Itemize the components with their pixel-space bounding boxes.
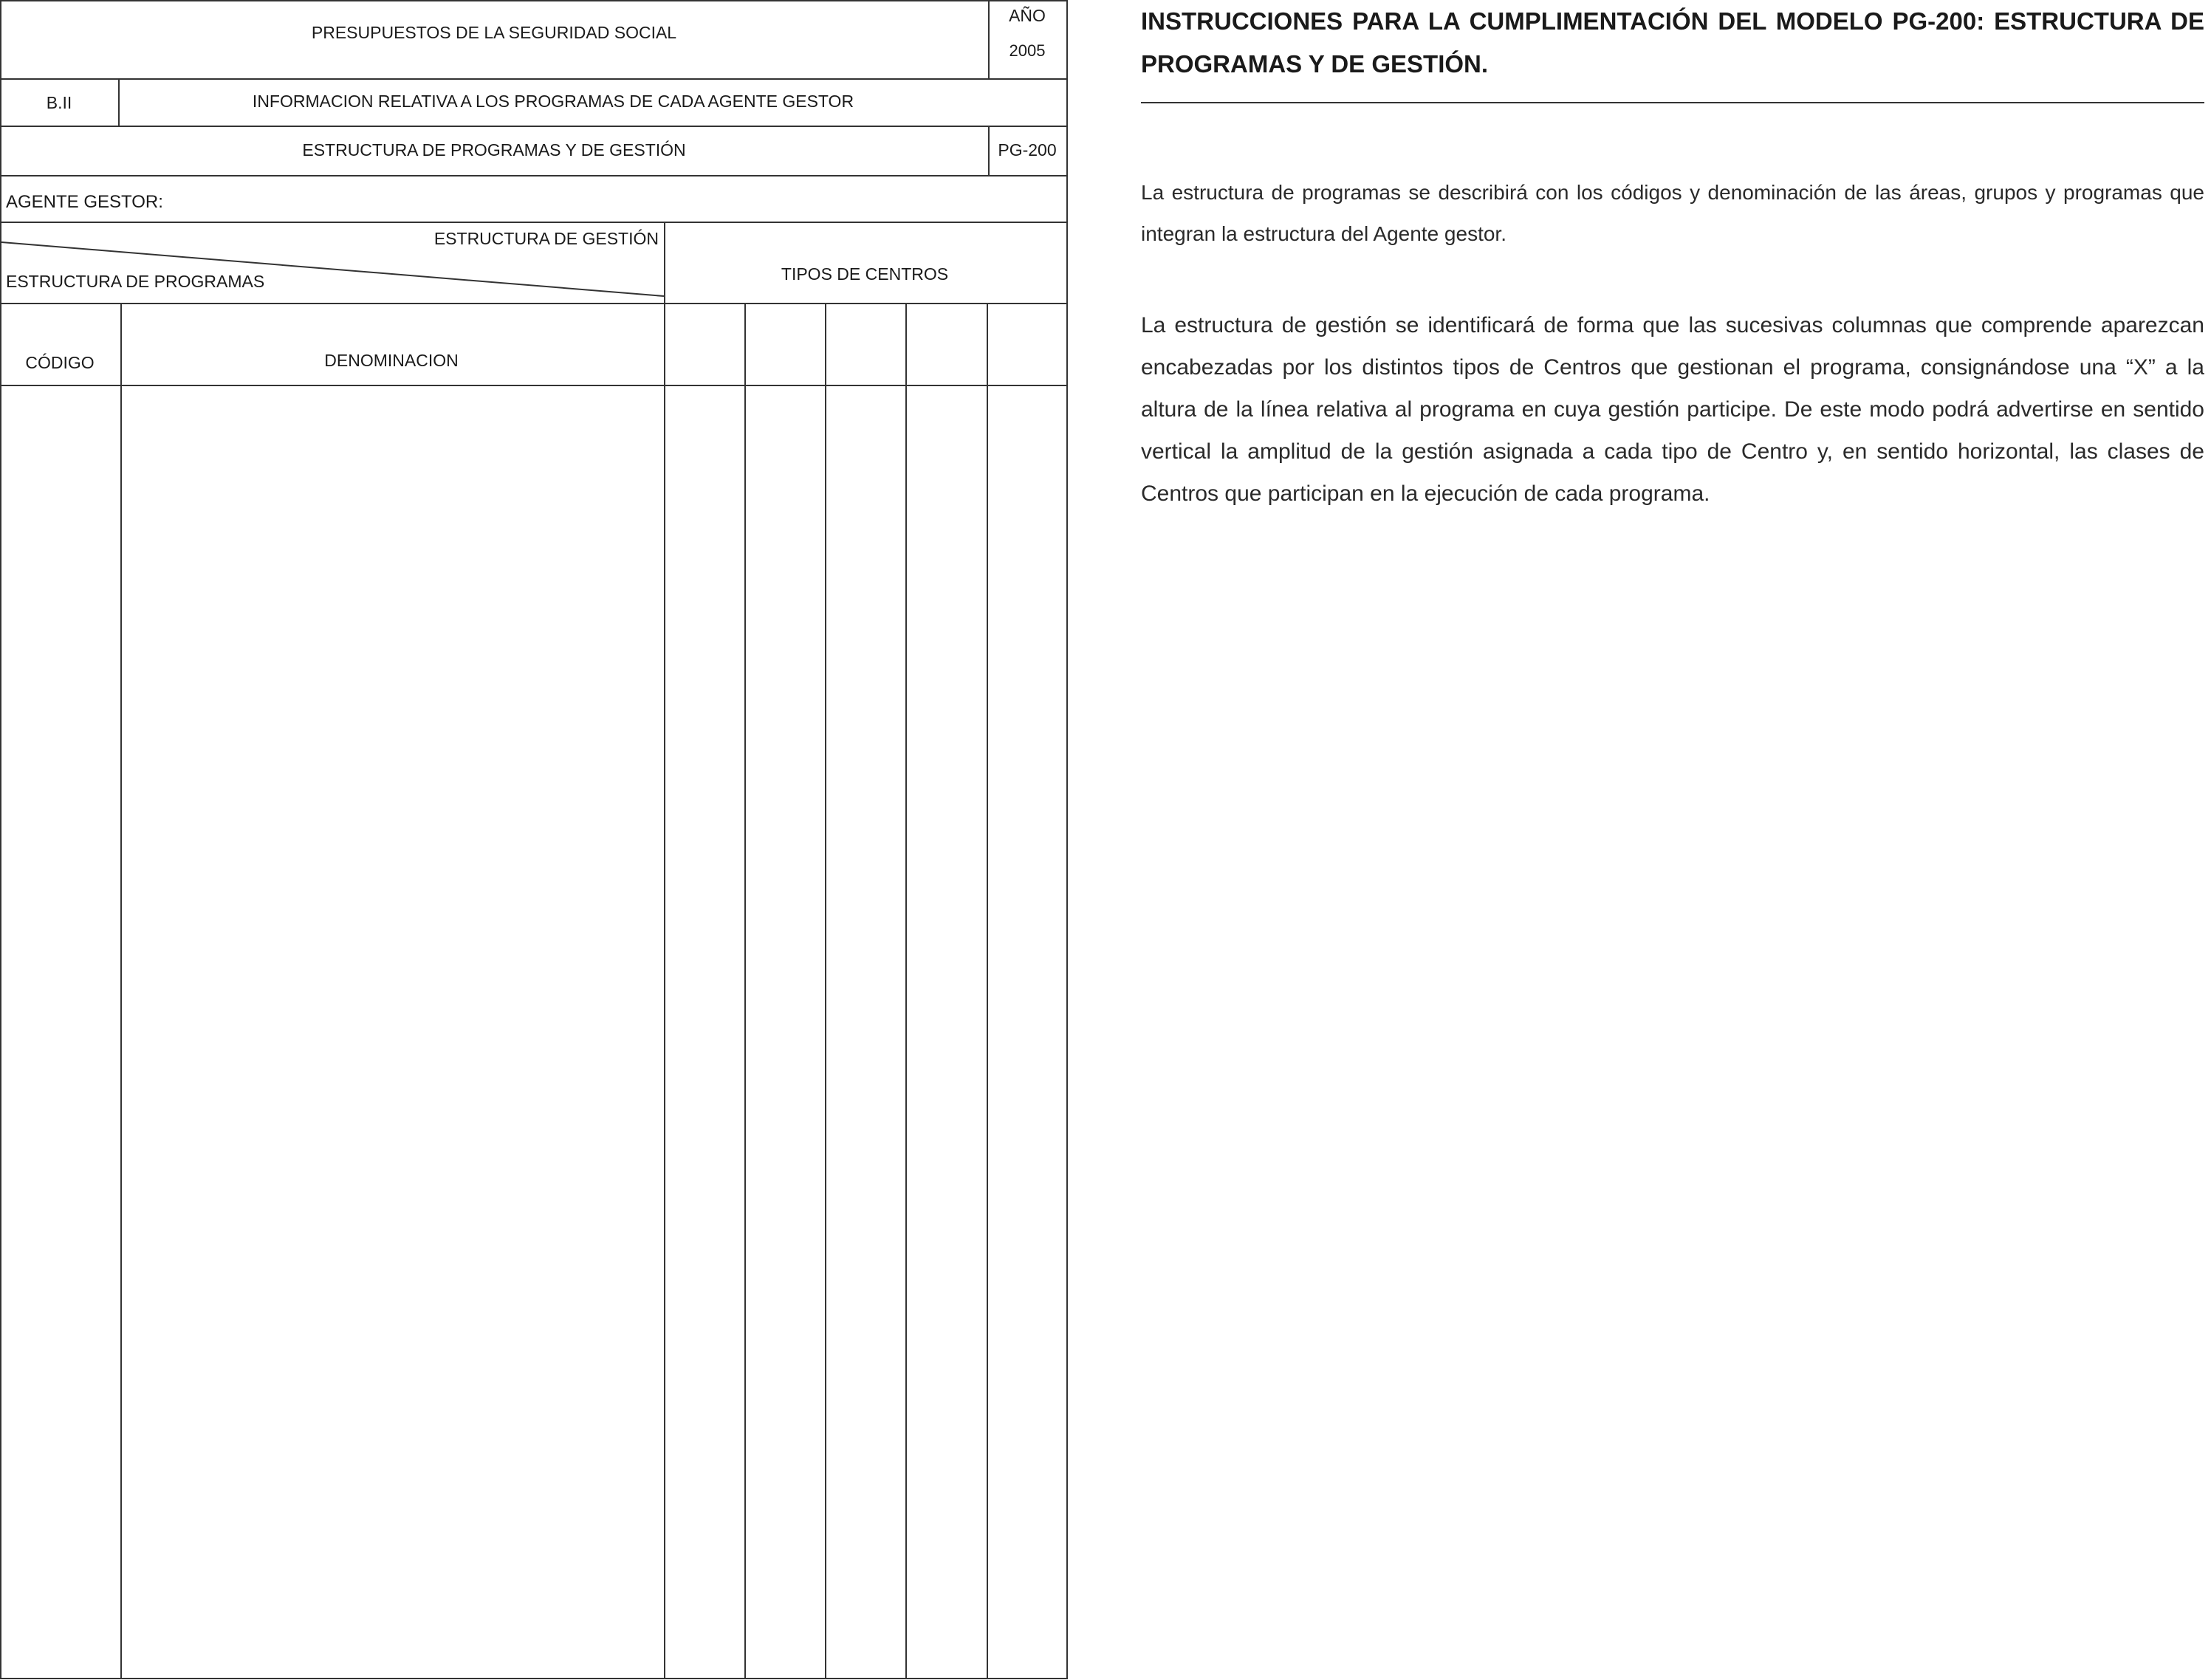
rule [0,385,1068,386]
rule [0,78,1068,80]
rule [120,303,122,1679]
rule [825,303,826,1679]
rule [0,175,1068,176]
model-code: PG-200 [998,140,1057,160]
instructions-paragraph-1: La estructura de programas se describirá con los códigos y denominación de las áreas, grupos y programas que integran la estructura del Agente gestor. [1141,181,2204,245]
rule [988,0,990,80]
rule [1066,0,1068,1679]
instructions-rule [1141,102,2204,103]
diag-top-label: ESTRUCTURA DE GESTIÓN [433,229,659,248]
diag-bottom-label: ESTRUCTURA DE PROGRAMAS [6,272,265,291]
rule [744,303,746,1679]
rule [905,303,907,1679]
col-codigo: CÓDIGO [25,353,95,372]
pg200-form [0,0,1069,1680]
agent-label: AGENTE GESTOR: [6,192,163,212]
rule [0,126,1068,127]
rule [118,78,120,127]
year-label: AÑO [1009,6,1046,25]
section-code: B.II [46,93,72,112]
rule [988,126,990,175]
rule [0,1678,1068,1679]
form-subtitle: ESTRUCTURA DE PROGRAMAS Y DE GESTIÓN [302,140,686,160]
instructions-paragraph-2: La estructura de gestión se identificará de forma que las sucesivas columnas que comprende aparezcan encabezadas por los distintos tipos de Centros que gestionan el programa, consignándose una “X” a la altura de la línea relativa al programa en cuya gestión participe. De este modo podrá advertirse en sentido vertical la amplitud de la gestión asignada a cada tipo de Centro y, en sentido horizontal, las clases de Centros que participan en la ejecución de cada programa. [1141,313,2204,506]
section-title: INFORMACION RELATIVA A LOS PROGRAMAS DE CADA AGENTE GESTOR [252,92,854,111]
rule [664,222,665,1679]
tipos-label: TIPOS DE CENTROS [781,264,949,284]
form-title: PRESUPUESTOS DE LA SEGURIDAD SOCIAL [311,23,677,42]
col-denominacion: DENOMINACION [324,351,459,370]
rule [0,0,1068,1]
rule [987,303,988,1679]
instructions-title: INSTRUCCIONES PARA LA CUMPLIMENTACIÓN DEL MODELO PG-200: ESTRUCTURA DE PROGRAMAS Y DE GESTIÓN. [1141,7,2204,78]
year-value: 2005 [1009,41,1046,60]
